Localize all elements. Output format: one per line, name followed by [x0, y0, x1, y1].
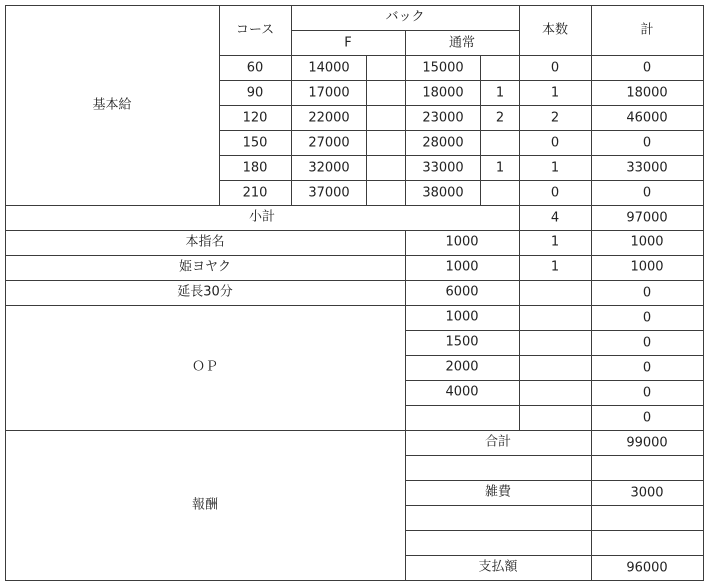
normal-count: 1: [495, 85, 505, 101]
extension-price: 6000: [445, 284, 479, 300]
grid-line: [405, 30, 406, 205]
hime-yoyaku-count: 1: [550, 259, 560, 275]
course-value: 210: [242, 185, 268, 201]
row-total: 0: [642, 135, 652, 151]
honshimei-label: 本指名: [185, 234, 225, 250]
grid-line: [480, 55, 481, 205]
course-value: 180: [242, 160, 268, 176]
normal-price: 18000: [422, 85, 464, 101]
op-label: ＯＰ: [191, 359, 219, 375]
f-price: 17000: [308, 85, 350, 101]
grid-line: [219, 5, 220, 205]
normal-price: 23000: [422, 110, 464, 126]
grid-line: [5, 255, 704, 256]
total-header: 計: [640, 22, 654, 38]
subtotal-label: 小計: [248, 209, 276, 225]
grid-line: [519, 5, 520, 430]
normal-count: 1: [495, 160, 505, 176]
payment-label: 支払額: [478, 559, 518, 575]
f-price: 37000: [308, 185, 350, 201]
grid-line: [5, 5, 6, 581]
grid-line: [405, 330, 704, 331]
grand-total-label: 合計: [484, 434, 512, 450]
back-header: バック: [385, 9, 425, 25]
hime-yoyaku-label: 姫ヨヤク: [178, 259, 232, 275]
f-price: 27000: [308, 135, 350, 151]
grid-line: [405, 555, 704, 556]
payment-value: 96000: [626, 560, 668, 576]
grand-total-value: 99000: [626, 435, 668, 451]
row-count: 0: [550, 135, 560, 151]
grid-line: [405, 380, 704, 381]
grid-line: [405, 405, 704, 406]
course-value: 120: [242, 110, 268, 126]
op-price: 1000: [445, 309, 479, 325]
normal-price: 38000: [422, 185, 464, 201]
grid-line: [703, 5, 704, 581]
row-count: 0: [550, 60, 560, 76]
f-header: F: [344, 35, 352, 51]
grid-line: [5, 430, 704, 431]
grid-line: [405, 480, 704, 481]
row-count: 1: [550, 160, 560, 176]
op-total: 0: [642, 360, 652, 376]
honshimei-total: 1000: [630, 234, 664, 250]
row-count: 1: [550, 85, 560, 101]
normal-header: 通常: [448, 35, 476, 51]
op-total: 0: [642, 310, 652, 326]
grid-line: [405, 230, 406, 580]
row-total: 0: [642, 60, 652, 76]
normal-price: 33000: [422, 160, 464, 176]
base-pay-label: 基本給: [92, 97, 132, 113]
misc-value: 3000: [630, 485, 664, 501]
row-total: 46000: [626, 110, 668, 126]
normal-price: 15000: [422, 60, 464, 76]
count-header: 本数: [541, 22, 569, 38]
op-price: 2000: [445, 359, 479, 375]
hime-yoyaku-total: 1000: [630, 259, 664, 275]
op-total: 0: [642, 410, 652, 426]
op-price: 4000: [445, 384, 479, 400]
honshimei-price: 1000: [445, 234, 479, 250]
extension-total: 0: [642, 285, 652, 301]
row-total: 0: [642, 185, 652, 201]
misc-label: 雑費: [484, 484, 512, 500]
row-total: 18000: [626, 85, 668, 101]
grid-line: [5, 230, 704, 231]
op-total: 0: [642, 335, 652, 351]
course-value: 90: [246, 85, 264, 101]
hime-yoyaku-price: 1000: [445, 259, 479, 275]
grid-line: [5, 205, 704, 206]
subtotal-count: 4: [550, 210, 560, 226]
f-price: 14000: [308, 60, 350, 76]
op-total: 0: [642, 385, 652, 401]
reward-label: 報酬: [191, 497, 219, 513]
grid-line: [291, 5, 292, 205]
row-count: 0: [550, 185, 560, 201]
grid-line: [366, 55, 367, 205]
normal-count: 2: [495, 110, 505, 126]
subtotal-total: 97000: [626, 210, 668, 226]
grid-line: [5, 5, 704, 6]
course-value: 60: [246, 60, 264, 76]
course-header: コース: [235, 22, 275, 38]
normal-price: 28000: [422, 135, 464, 151]
grid-line: [5, 580, 704, 581]
grid-line: [591, 5, 592, 580]
extension-label: 延長30分: [177, 284, 233, 300]
grid-line: [405, 505, 704, 506]
grid-line: [405, 530, 704, 531]
grid-line: [5, 305, 704, 306]
f-price: 22000: [308, 110, 350, 126]
row-total: 33000: [626, 160, 668, 176]
f-price: 32000: [308, 160, 350, 176]
grid-line: [5, 280, 704, 281]
op-price: 1500: [445, 334, 479, 350]
grid-line: [405, 355, 704, 356]
course-value: 150: [242, 135, 268, 151]
row-count: 2: [550, 110, 560, 126]
grid-line: [405, 455, 704, 456]
honshimei-count: 1: [550, 234, 560, 250]
